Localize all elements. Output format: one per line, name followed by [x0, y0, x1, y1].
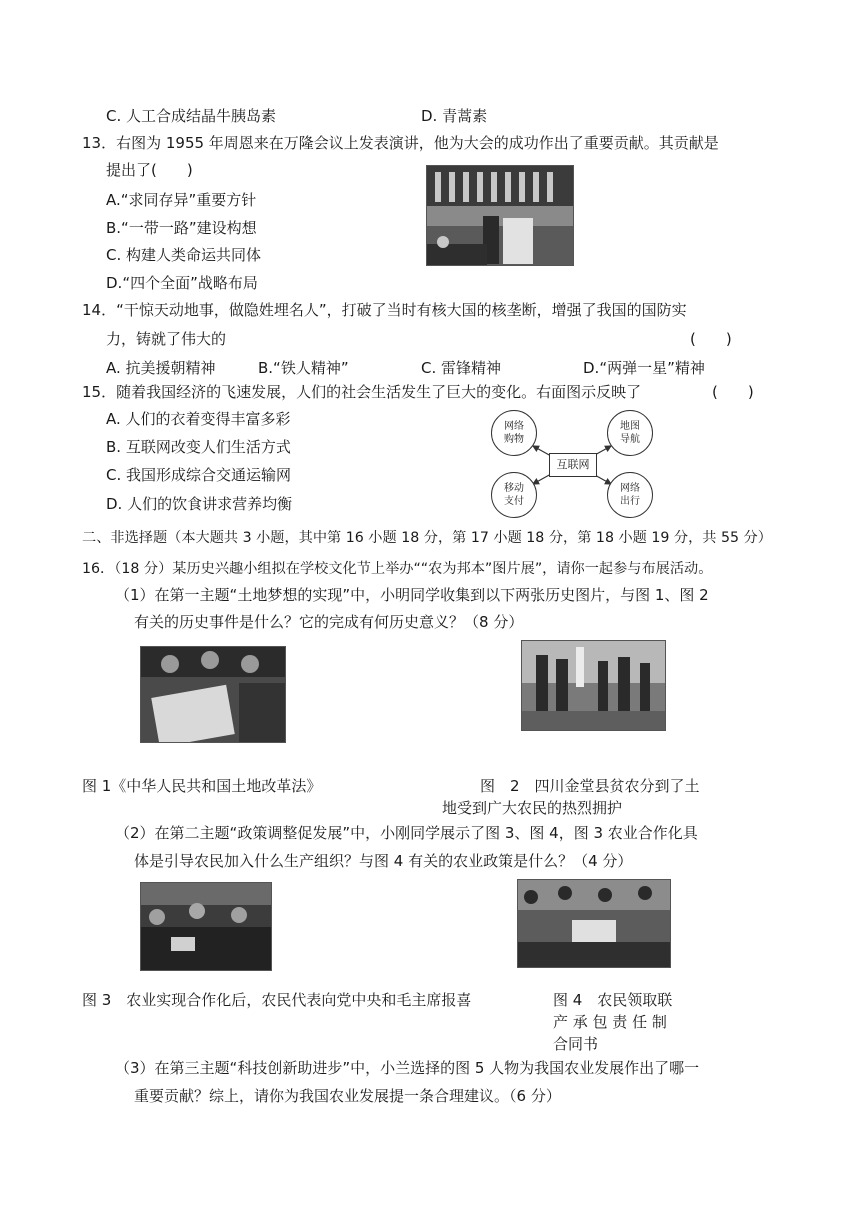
q14-option-c: C. 雷锋精神	[421, 359, 502, 377]
figure-4-contract-photo	[517, 879, 671, 968]
figure-1-land-reform-law-photo	[140, 646, 286, 743]
section2-heading: 二、非选择题（本大题共 3 小题，其中第 16 小题 18 分，第 17 小题 18 分，第 18 小题 19 分，共 55 分）	[82, 530, 772, 546]
figure-4-caption-line2: 产 承 包 责 任 制	[553, 1013, 667, 1031]
figure-2-caption-line1: 图 2 四川金堂县贫农分到了土	[480, 777, 700, 795]
figure-2-caption-line2: 地受到广大农民的热烈拥护	[442, 799, 623, 817]
figure-4-caption-line3: 合同书	[553, 1035, 599, 1053]
q13-option-b: B.“一带一路”建设构想	[106, 219, 257, 237]
q15-answer-bracket: ( )	[712, 383, 754, 401]
q13-option-c: C. 构建人类命运共同体	[106, 246, 262, 264]
q15-option-d: D. 人们的饮食讲求营养均衡	[106, 495, 293, 513]
node-map-navigation: 地图导航	[607, 410, 653, 456]
q13-option-d: D.“四个全面”战略布局	[106, 274, 258, 292]
q15-option-a: A. 人们的衣着变得丰富多彩	[106, 410, 291, 428]
figure-3-cooperative-report-photo	[140, 882, 272, 971]
q16-intro: 16．（18 分）某历史兴趣小组拟在学校文化节上举办““农为邦本”图片展”，请你一起参与布展活动。	[82, 561, 713, 577]
figure-4-caption-line1: 图 4 农民领取联	[553, 991, 673, 1009]
node-internet-center: 互联网	[549, 453, 597, 477]
q15-option-c: C. 我国形成综合交通运输网	[106, 466, 292, 484]
q14-answer-bracket: ( )	[690, 330, 732, 348]
q14-option-d: D.“两弹一星”精神	[583, 359, 705, 377]
node-online-travel: 网络出行	[607, 472, 653, 518]
q13-stem-line2: 提出了( )	[106, 161, 193, 179]
internet-diagram	[485, 408, 660, 520]
q12-option-c: C. 人工合成结晶牛胰岛素	[106, 107, 277, 125]
q15-option-b: B. 互联网改变人们生活方式	[106, 438, 291, 456]
q16-part1-line2: 有关的历史事件是什么？它的完成有何历史意义？（8 分）	[134, 613, 524, 631]
q14-option-b: B.“铁人精神”	[258, 359, 349, 377]
q14-stem-line1: 14．“干惊天动地事，做隐姓埋名人”，打破了当时有核大国的核垄断，增强了我国的国防实	[82, 301, 687, 319]
q16-part3-line1: （3）在第三主题“科技创新助进步”中，小兰选择的图 5 人物为我国农业发展作出了哪一	[115, 1059, 700, 1077]
figure-1-caption: 图 1《中华人民共和国土地改革法》	[82, 777, 322, 795]
q14-stem-line2: 力，铸就了伟大的	[106, 330, 227, 348]
node-online-shopping: 网络购物	[491, 410, 537, 456]
q15-stem: 15．随着我国经济的飞速发展，人们的社会生活发生了巨大的变化。右面图示反映了	[82, 383, 642, 401]
q16-part1-line1: （1）在第一主题“土地梦想的实现”中，小明同学收集到以下两张历史图片，与图 1、图 2	[115, 586, 709, 604]
q13-stem-line1: 13．右图为 1955 年周恩来在万隆会议上发表演讲，他为大会的成功作出了重要贡献。其贡献是	[82, 134, 719, 152]
q16-part2-line2: 体是引导农民加入什么生产组织？与图 4 有关的农业政策是什么？（4 分）	[134, 852, 633, 870]
q14-option-a: A. 抗美援朝精神	[106, 359, 216, 377]
bandung-conference-photo	[426, 165, 574, 266]
q16-part3-line2: 重要贡献？综上，请你为我国农业发展提一条合理建议。（6 分）	[134, 1087, 561, 1105]
node-mobile-payment: 移动支付	[491, 472, 537, 518]
figure-3-caption: 图 3 农业实现合作化后，农民代表向党中央和毛主席报喜	[82, 991, 472, 1009]
figure-2-poor-farmers-land-photo	[521, 640, 666, 731]
q12-option-d: D. 青蒿素	[421, 107, 488, 125]
q13-option-a: A.“求同存异”重要方针	[106, 191, 257, 209]
q16-part2-line1: （2）在第二主题“政策调整促发展”中，小刚同学展示了图 3、图 4，图 3 农业合作化具	[115, 824, 698, 842]
